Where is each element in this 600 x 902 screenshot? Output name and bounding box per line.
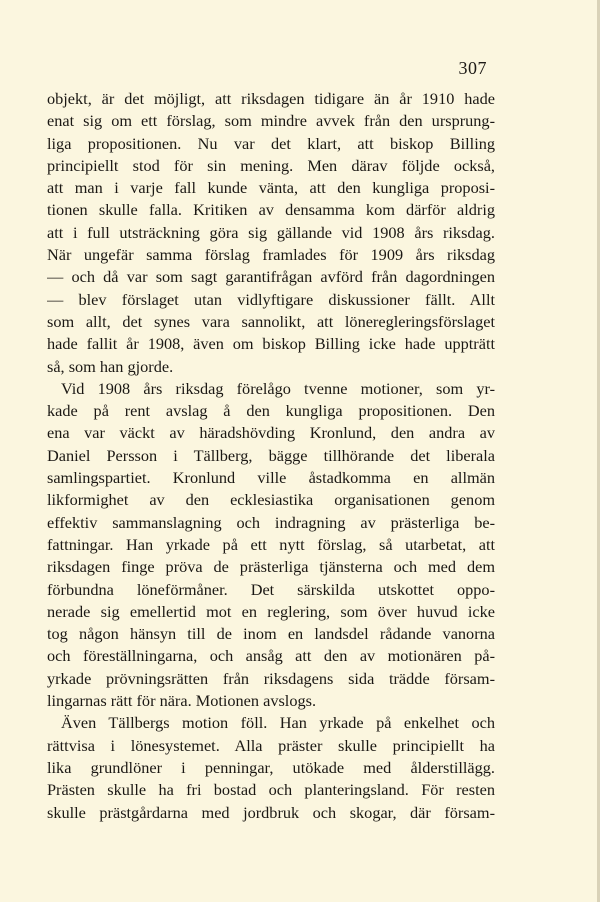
text-line: ena var väckt av häradshövding Kronlund, den andra av [47,423,495,443]
text-line: riksdagen finge pröva de prästerliga tjänsterna och med dem [47,557,495,577]
text-line: tog någon hänsyn till de inom en landsdel rådande vanorna [47,624,495,644]
text-line: yrkade prövningsrätten från riksdagens sida trädde försam- [47,668,495,688]
page-number: 307 [458,58,487,78]
text-line: nerade sig emellertid mot en reglering, som över huvud icke [47,601,495,621]
text-line: likformighet av den ecklesiastika organisationen genom [47,490,495,510]
text-line: Även Tällbergs motion föll. Han yrkade på enkelhet och [61,713,495,733]
text-line: fattningar. Han yrkade på ett nytt förslag, så utarbetat, att [47,534,495,554]
text-line: lika grundlöner i penningar, utökade med ålderstillägg. [47,757,495,777]
text-line: Vid 1908 års riksdag förelågo tvenne motioner, som yr- [61,378,495,398]
text-line: principiellt stod för sin mening. Men därav följde också, [47,155,495,175]
text-line: När ungefär samma förslag framlades för 1909 års riksdag [47,245,495,265]
text-line: enat sig om ett förslag, som mindre avvek från den ursprung- [47,111,495,131]
text-line: tionen skulle falla. Kritiken av densamma kom därför aldrig [47,200,495,220]
text-line: kade på rent avslag å den kungliga propositionen. Den [47,401,495,421]
text-line: lingarnas rätt för nära. Motionen avslogs. [47,691,317,711]
text-line: Prästen skulle ha fri bostad och planteringsland. För resten [47,780,495,800]
text-line: objekt, är det möjligt, att riksdagen tidigare än år 1910 hade [47,89,495,108]
text-line: så, som han gjorde. [47,356,174,376]
text-line: att i full utsträckning göra sig gällande vid 1908 års riksdag. [47,222,495,242]
text-line: — blev förslaget utan vidlyftigare diskussioner fällt. Allt [47,289,495,309]
text-line: skulle prästgårdarna med jordbruk och skogar, där försam- [47,802,495,822]
text-line: Daniel Persson i Tällberg, bägge tillhörande det liberala [47,445,495,465]
text-line: liga propositionen. Nu var det klart, att biskop Billing [47,133,495,153]
text-line: att man i varje fall kunde vänta, att den kungliga proposi- [47,178,495,198]
text-line: samlingspartiet. Kronlund ville åstadkomma en allmän [47,468,495,488]
text-line: effektiv sammanslagning och indragning av prästerliga be- [47,512,495,532]
text-line: hade fallit år 1908, även om biskop Billing icke hade uppträtt [47,334,495,354]
text-line: och föreställningarna, och ansåg att den av motionären på- [47,646,495,666]
body-text [47,88,495,824]
text-line: rättvisa i lönesystemet. Alla präster skulle principiellt ha [47,735,495,755]
text-line: förbundna löneförmåner. Det särskilda utskottet oppo- [47,579,495,599]
text-line: — och då var som sagt garantifrågan avförd från dagordningen [47,267,495,287]
text-line: som allt, det synes vara sannolikt, att löneregleringsförslaget [47,311,495,331]
